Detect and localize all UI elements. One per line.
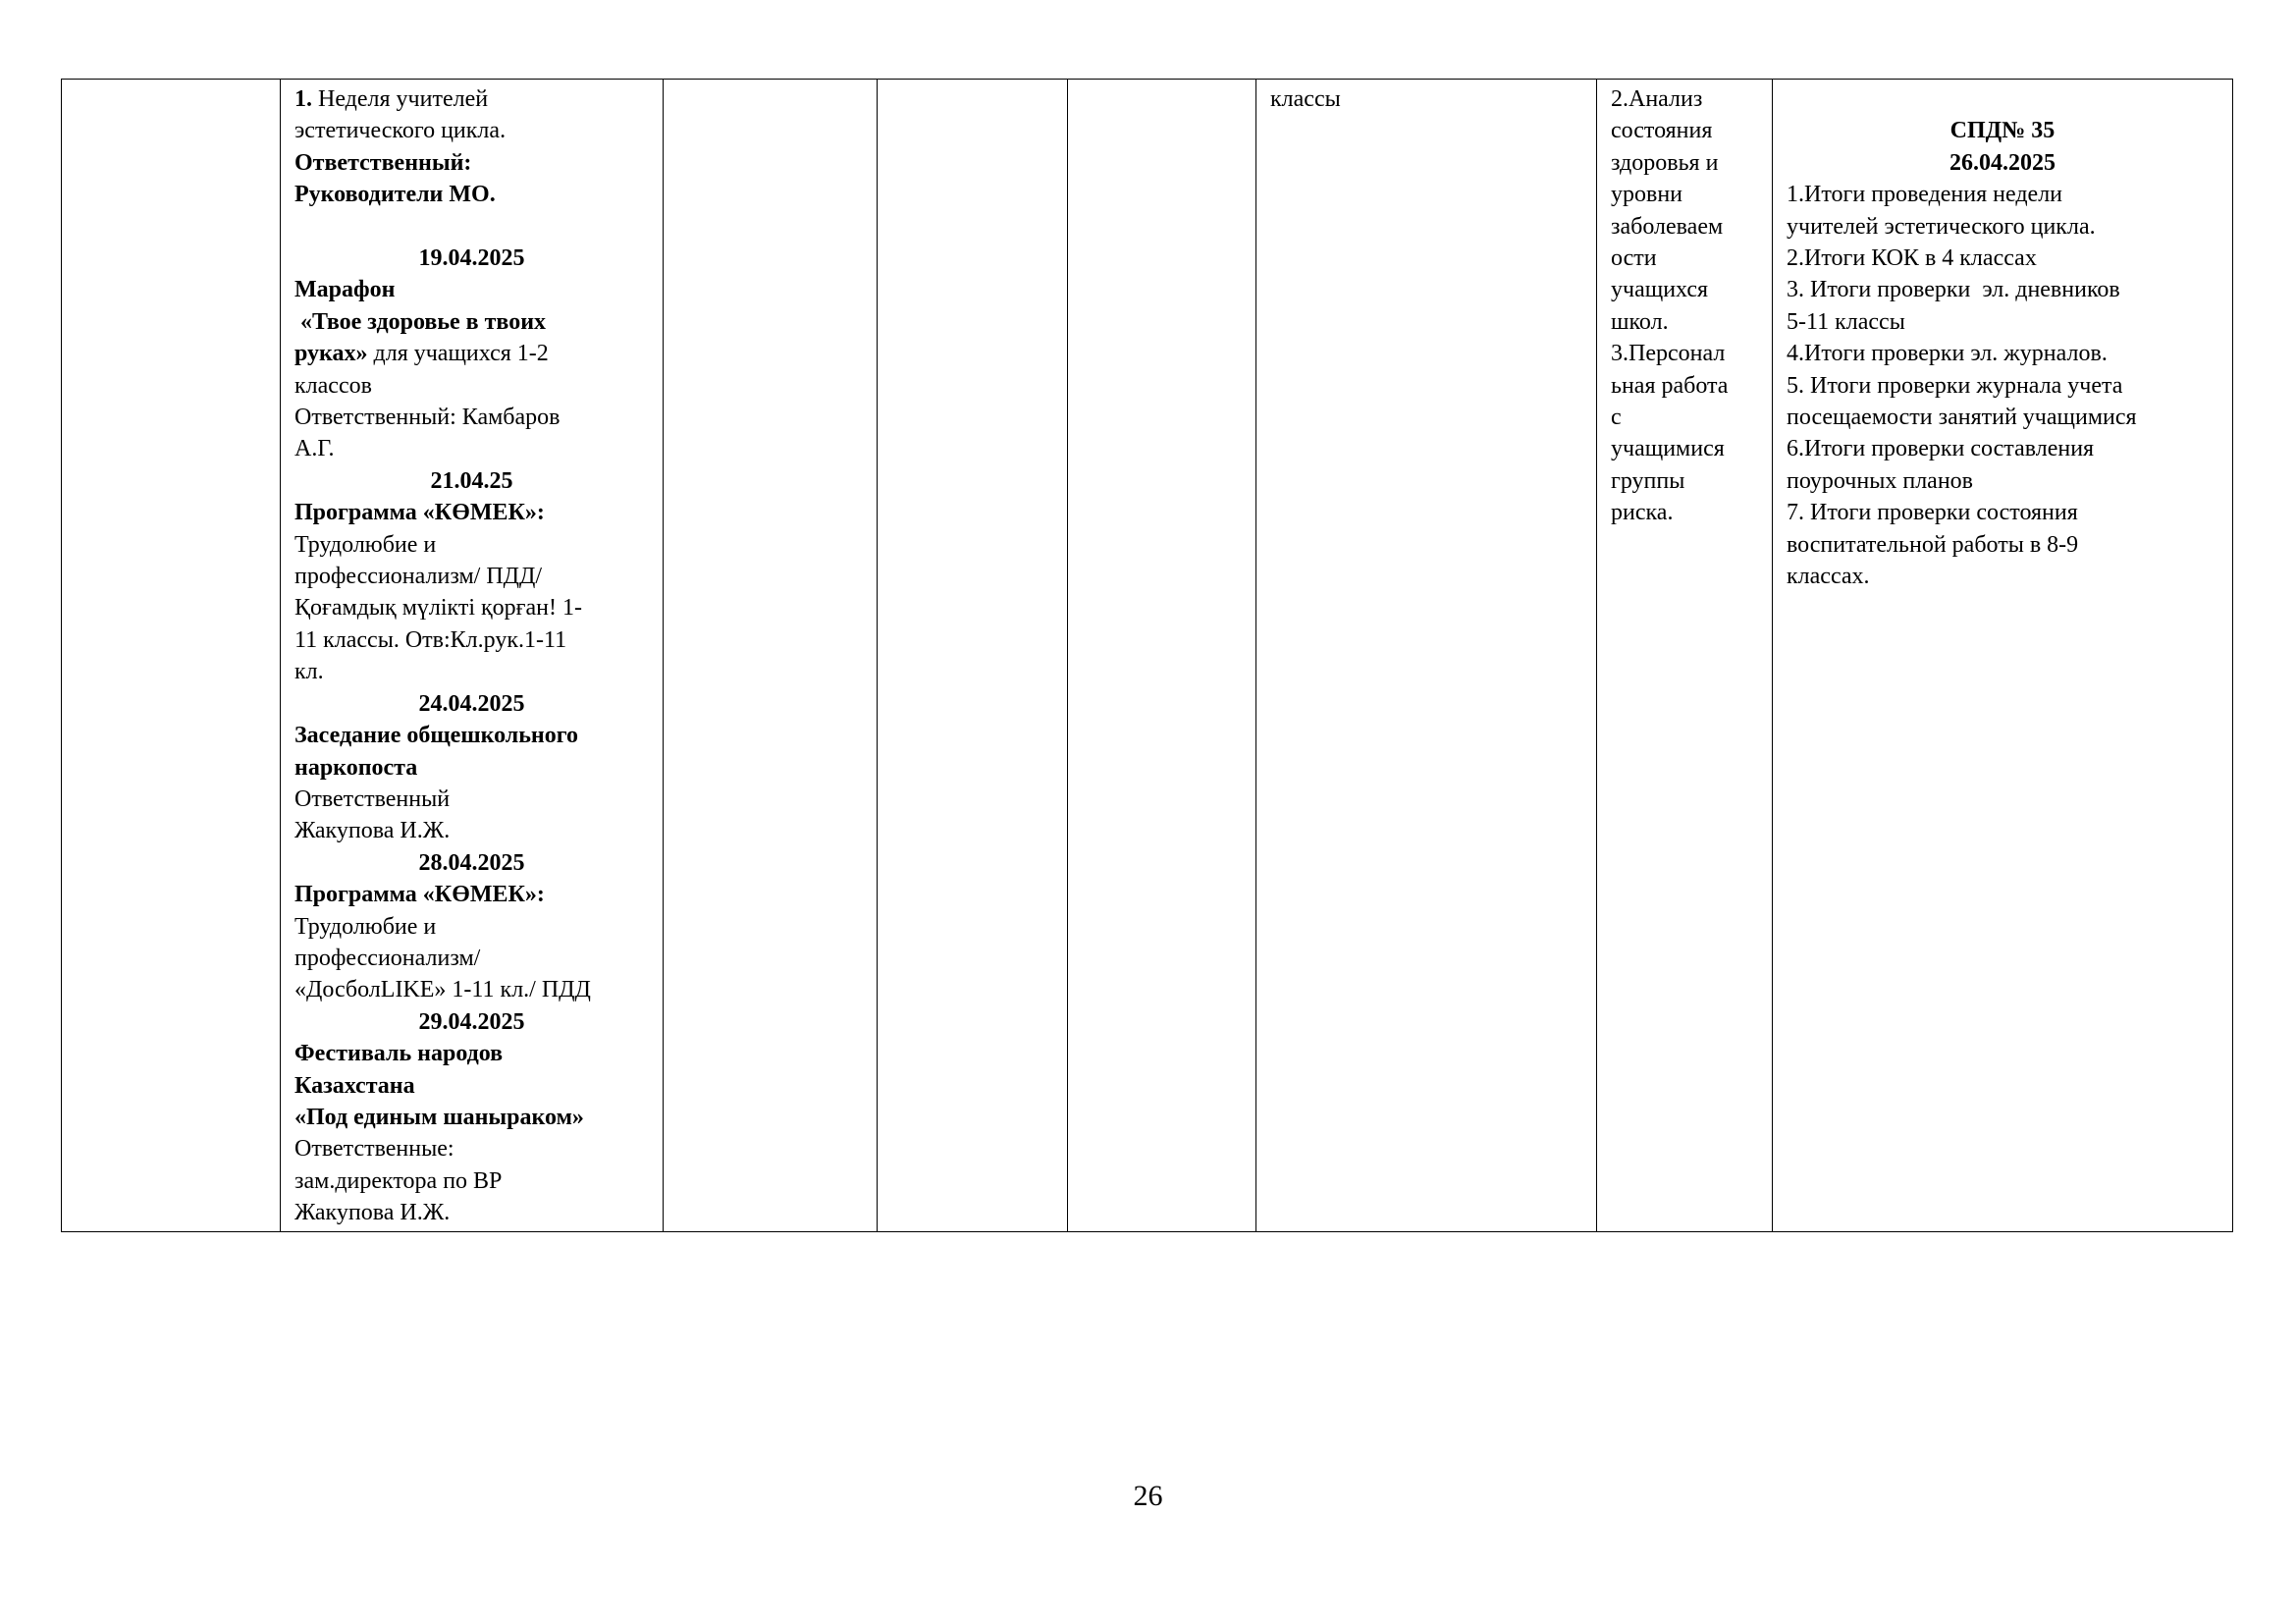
marathon-title: Марафон [294, 277, 396, 303]
council-item: 6.Итоги проверки составления [1787, 436, 2095, 462]
council-item: посещаемости занятий учащимися [1787, 405, 2137, 431]
analysis-line: 2.Анализ [1611, 86, 1703, 112]
analysis-line: здоровья и [1611, 149, 1719, 176]
council-item: учителей эстетического цикла. [1787, 213, 2096, 240]
festival-responsible-label: Ответственные: [294, 1136, 454, 1163]
cell-col-1 [62, 80, 281, 1232]
analysis-line: риска. [1611, 500, 1674, 526]
analysis-line: группы [1611, 467, 1685, 494]
cell-col-3 [664, 80, 878, 1232]
marathon-responsible: Ответственный: Камбаров [294, 405, 561, 431]
council-item: воспитательной работы в 8-9 [1787, 531, 2079, 558]
analysis-line: уровни [1611, 182, 1683, 208]
council-item: классах. [1787, 564, 1870, 590]
event-date: 19.04.2025 [418, 245, 525, 272]
event-responsible-label: Ответственный: [294, 149, 472, 176]
event-date: 28.04.2025 [418, 849, 525, 876]
marathon-audience: для учащихся 1-2 [367, 341, 549, 367]
event-date: 24.04.2025 [418, 690, 525, 717]
analysis-line: с [1611, 405, 1622, 431]
analysis-line: школ. [1611, 308, 1669, 335]
analysis-line: 3.Персонал [1611, 341, 1726, 367]
analysis-line: состояния [1611, 118, 1713, 144]
council-date: 26.04.2025 [1949, 149, 2056, 176]
program-line: профессионализм/ ПДД/ [294, 564, 543, 590]
marathon-responsible-name: А.Г. [294, 436, 335, 462]
analysis-line: учащихся [1611, 277, 1709, 303]
spacer [1787, 83, 2218, 115]
analysis-line: заболеваем [1611, 213, 1724, 240]
program-line: Қоғамдық мүлікті қорған! 1- [294, 595, 583, 622]
cell-text: классы [1270, 86, 1341, 112]
plan-table [61, 79, 2233, 1232]
analysis-line: ости [1611, 245, 1657, 272]
cell-analysis [1597, 80, 1773, 1232]
festival-name: «Под единым шаныраком» [294, 1104, 584, 1130]
council-item: 3. Итоги проверки эл. дневников [1787, 277, 2120, 303]
council-title: СПД№ 35 [1949, 118, 2056, 144]
cell-events [281, 80, 664, 1232]
program-title: Программа «КӨМЕК»: [294, 500, 545, 526]
cell-col-6 [1256, 80, 1597, 1232]
meeting-responsible-label: Ответственный [294, 785, 451, 812]
event-responsible-value: Руководители МО. [294, 182, 496, 208]
event-title-cont: эстетического цикла. [294, 118, 507, 144]
council-item: 5. Итоги проверки журнала учета [1787, 372, 2123, 399]
meeting-responsible-name: Жакупова И.Ж. [294, 818, 451, 844]
analysis-line: ьная работа [1611, 372, 1729, 399]
event-number: 1. [294, 86, 312, 112]
program-line: 11 классы. Отв:Кл.рук.1-11 [294, 626, 567, 653]
event-date: 21.04.25 [430, 467, 513, 494]
program-line: Трудолюбие и [294, 913, 437, 940]
marathon-name-cont: руках» [294, 341, 368, 367]
program-line: «ДосболLIKE» 1-11 кл./ ПДД [294, 977, 591, 1003]
cell-col-4 [878, 80, 1068, 1232]
program-line: профессионализм/ [294, 945, 481, 971]
council-item: поурочных планов [1787, 467, 1973, 494]
analysis-line: учащимися [1611, 436, 1725, 462]
event-date: 29.04.2025 [418, 1008, 525, 1035]
program-title: Программа «КӨМЕК»: [294, 882, 545, 908]
marathon-name: «Твое здоровье в твоих [294, 308, 547, 335]
table-row [62, 80, 2233, 1232]
festival-title: Фестиваль народов [294, 1041, 504, 1067]
council-item: 4.Итоги проверки эл. журналов. [1787, 341, 2108, 367]
spacer [294, 211, 649, 243]
cell-council [1773, 80, 2233, 1232]
marathon-audience-cont: классов [294, 372, 372, 399]
program-line: Трудолюбие и [294, 531, 437, 558]
festival-responsible-role: зам.директора по ВР [294, 1167, 503, 1194]
meeting-title: Заседание общешкольного [294, 723, 579, 749]
event-title: Неделя учителей [312, 86, 489, 112]
cell-col-5 [1068, 80, 1256, 1232]
meeting-title-cont: наркопоста [294, 754, 418, 781]
council-item: 7. Итоги проверки состояния [1787, 500, 2078, 526]
festival-responsible-name: Жакупова И.Ж. [294, 1200, 451, 1226]
page-number: 26 [1133, 1480, 1163, 1512]
program-line: кл. [294, 659, 324, 685]
festival-title-cont: Казахстана [294, 1072, 415, 1099]
council-item: 5-11 классы [1787, 308, 1905, 335]
council-item: 2.Итоги КОК в 4 классах [1787, 245, 2037, 272]
council-item: 1.Итоги проведения недели [1787, 182, 2063, 208]
